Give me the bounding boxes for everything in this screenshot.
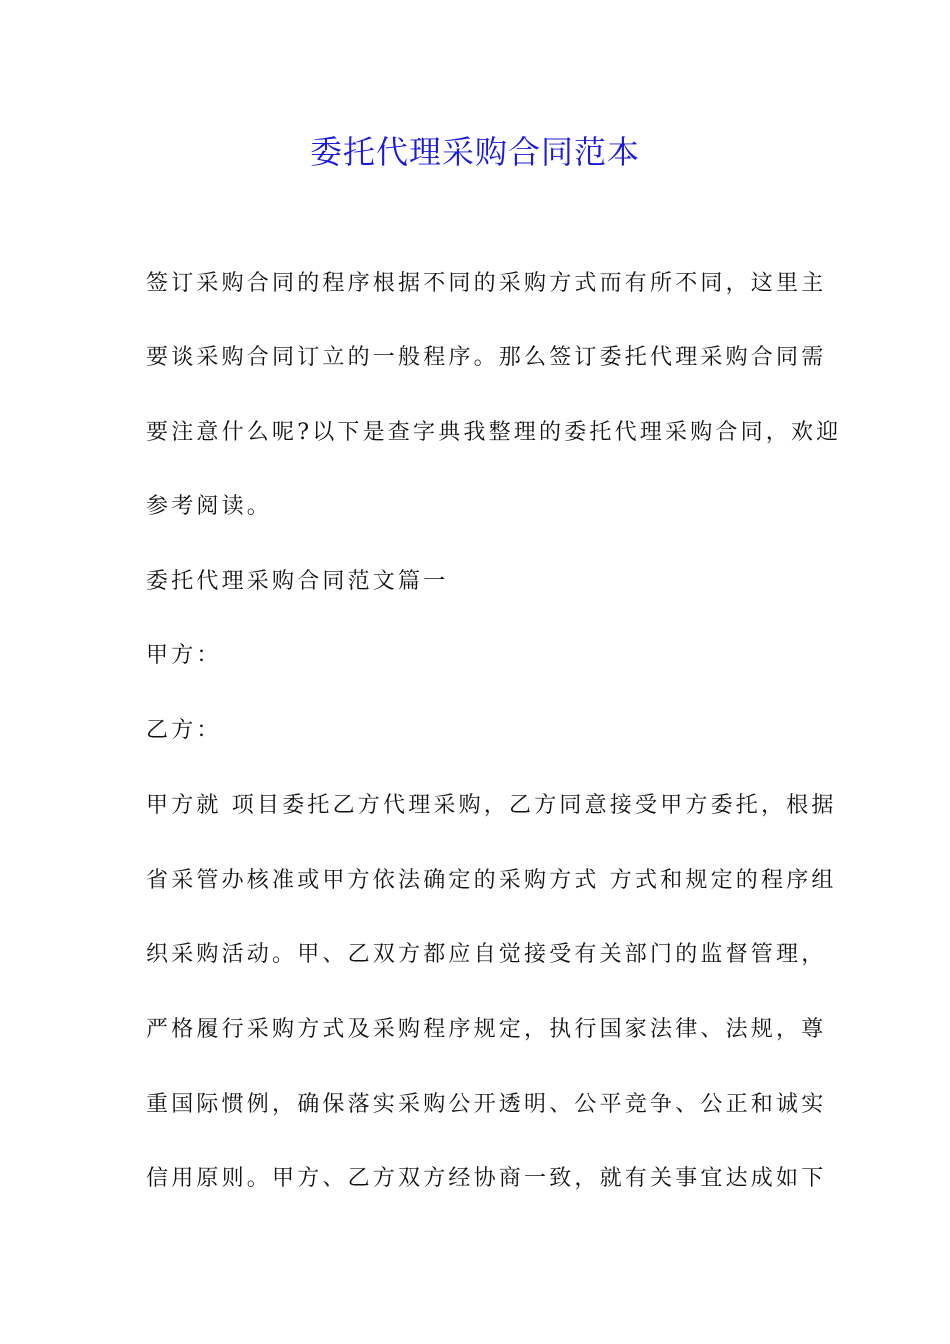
paragraph-line: 织采购活动。甲、乙双方都应自觉接受有关部门的监督管理， [146,942,827,967]
paragraph-line: 要注意什么呢?以下是查字典我整理的委托代理采购合同，欢迎 [146,420,842,445]
party-b-label: 乙方： [146,718,222,743]
paragraph-line: 甲方就 项目委托乙方代理采购，乙方同意接受甲方委托，根据 [146,793,837,818]
document-title: 委托代理采购合同范本 [309,133,640,171]
paragraph-line: 严格履行采购方式及采购程序规定，执行国家法律、法规，尊 [146,1017,827,1042]
section-heading: 委托代理采购合同范文篇一 [146,569,449,594]
paragraph-line: 重国际惯例，确保落实采购公开透明、公平竞争、公正和诚实 [146,1092,827,1117]
paragraph-line: 签订采购合同的程序根据不同的采购方式而有所不同，这里主 [146,271,827,296]
paragraph-line: 信用原则。甲方、乙方双方经协商一致，就有关事宜达成如下 [146,1166,827,1191]
paragraph-line: 要谈采购合同订立的一般程序。那么签订委托代理采购合同需 [146,345,827,370]
paragraph-line: 省采管办核准或甲方依法确定的采购方式 方式和规定的程序组 [146,868,837,893]
party-a-label: 甲方： [146,643,222,668]
paragraph-line: 参考阅读。 [146,494,273,519]
